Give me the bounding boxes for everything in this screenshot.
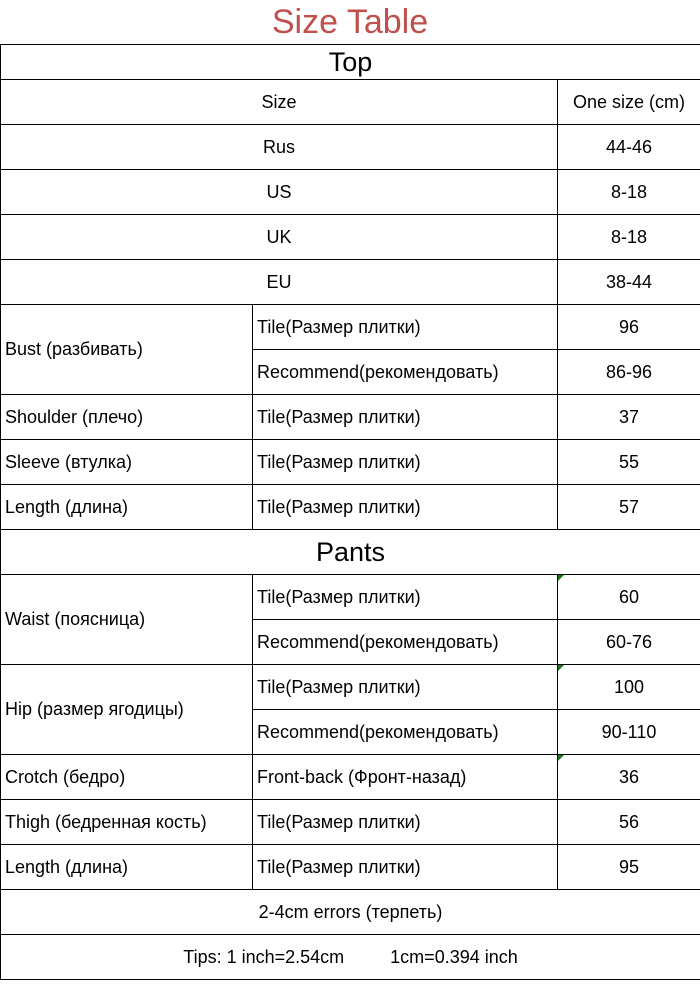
waist-tile-label: Tile(Размер плитки): [253, 575, 558, 620]
table-row: [1, 215, 700, 260]
thigh-value: 56: [558, 800, 700, 845]
page-title: Size Table: [271, 3, 429, 41]
pants-length-value: 95: [558, 845, 700, 890]
waist-recommend-value: 60-76: [558, 620, 700, 665]
header-size-value: One size (cm): [558, 80, 700, 125]
shoulder-measure: Tile(Размер плитки): [253, 395, 558, 440]
waist-label: Waist (поясница): [1, 575, 253, 665]
tips-cell: [1, 935, 700, 980]
section-title-top: Top: [1, 45, 700, 80]
size-value-us: 8-18: [558, 170, 700, 215]
size-value-eu: 38-44: [558, 260, 700, 305]
table-row: [1, 260, 700, 305]
sleeve-value: 55: [558, 440, 700, 485]
header-row: [1, 80, 700, 125]
table-row: [1, 800, 700, 845]
table-row: [1, 125, 700, 170]
crotch-label: Crotch (бедро): [1, 755, 253, 800]
table-row: [1, 440, 700, 485]
bust-recommend-label: Recommend(рекомендовать): [253, 350, 558, 395]
section-row-pants: [1, 530, 700, 575]
tips-row: [1, 935, 700, 980]
error-note: 2-4cm errors (терпеть): [1, 890, 700, 935]
section-row-top: [1, 45, 700, 80]
table-row: [1, 305, 700, 350]
crotch-measure: Front-back (Фронт-назад): [253, 755, 558, 800]
hip-tile-value: 100: [558, 665, 700, 710]
shoulder-value: 37: [558, 395, 700, 440]
thigh-measure: Tile(Размер плитки): [253, 800, 558, 845]
hip-recommend-value: 90-110: [558, 710, 700, 755]
bust-recommend-value: 86-96: [558, 350, 700, 395]
waist-recommend-label: Recommend(рекомендовать): [253, 620, 558, 665]
table-row: [1, 845, 700, 890]
waist-tile-value: 60: [558, 575, 700, 620]
table-row: [1, 755, 700, 800]
size-label-us: US: [1, 170, 558, 215]
size-label-uk: UK: [1, 215, 558, 260]
tips-inch: Tips: 1 inch=2.54cm: [183, 946, 345, 967]
table-row: [1, 575, 700, 620]
sleeve-measure: Tile(Размер плитки): [253, 440, 558, 485]
table-row: [1, 665, 700, 710]
header-size-label: Size: [1, 80, 558, 125]
size-value-uk: 8-18: [558, 215, 700, 260]
tips-cm: 1cm=0.394 inch: [390, 946, 518, 967]
top-length-measure: Tile(Размер плитки): [253, 485, 558, 530]
pants-length-label: Length (длина): [1, 845, 253, 890]
table-row: [1, 395, 700, 440]
table-row: [1, 485, 700, 530]
note-row: [1, 890, 700, 935]
bust-label: Bust (разбивать): [1, 305, 253, 395]
crotch-value: 36: [558, 755, 700, 800]
size-value-rus: 44-46: [558, 125, 700, 170]
bust-tile-label: Tile(Размер плитки): [253, 305, 558, 350]
hip-tile-label: Tile(Размер плитки): [253, 665, 558, 710]
thigh-label: Thigh (бедренная кость): [1, 800, 253, 845]
section-title-pants: Pants: [1, 530, 700, 575]
shoulder-label: Shoulder (плечо): [1, 395, 253, 440]
hip-recommend-label: Recommend(рекомендовать): [253, 710, 558, 755]
table-row: [1, 170, 700, 215]
sleeve-label: Sleeve (втулка): [1, 440, 253, 485]
top-length-value: 57: [558, 485, 700, 530]
pants-length-measure: Tile(Размер плитки): [253, 845, 558, 890]
top-length-label: Length (длина): [1, 485, 253, 530]
bust-tile-value: 96: [558, 305, 700, 350]
size-label-eu: EU: [1, 260, 558, 305]
size-table: [0, 44, 700, 980]
size-label-rus: Rus: [1, 125, 558, 170]
hip-label: Hip (размер ягодицы): [1, 665, 253, 755]
